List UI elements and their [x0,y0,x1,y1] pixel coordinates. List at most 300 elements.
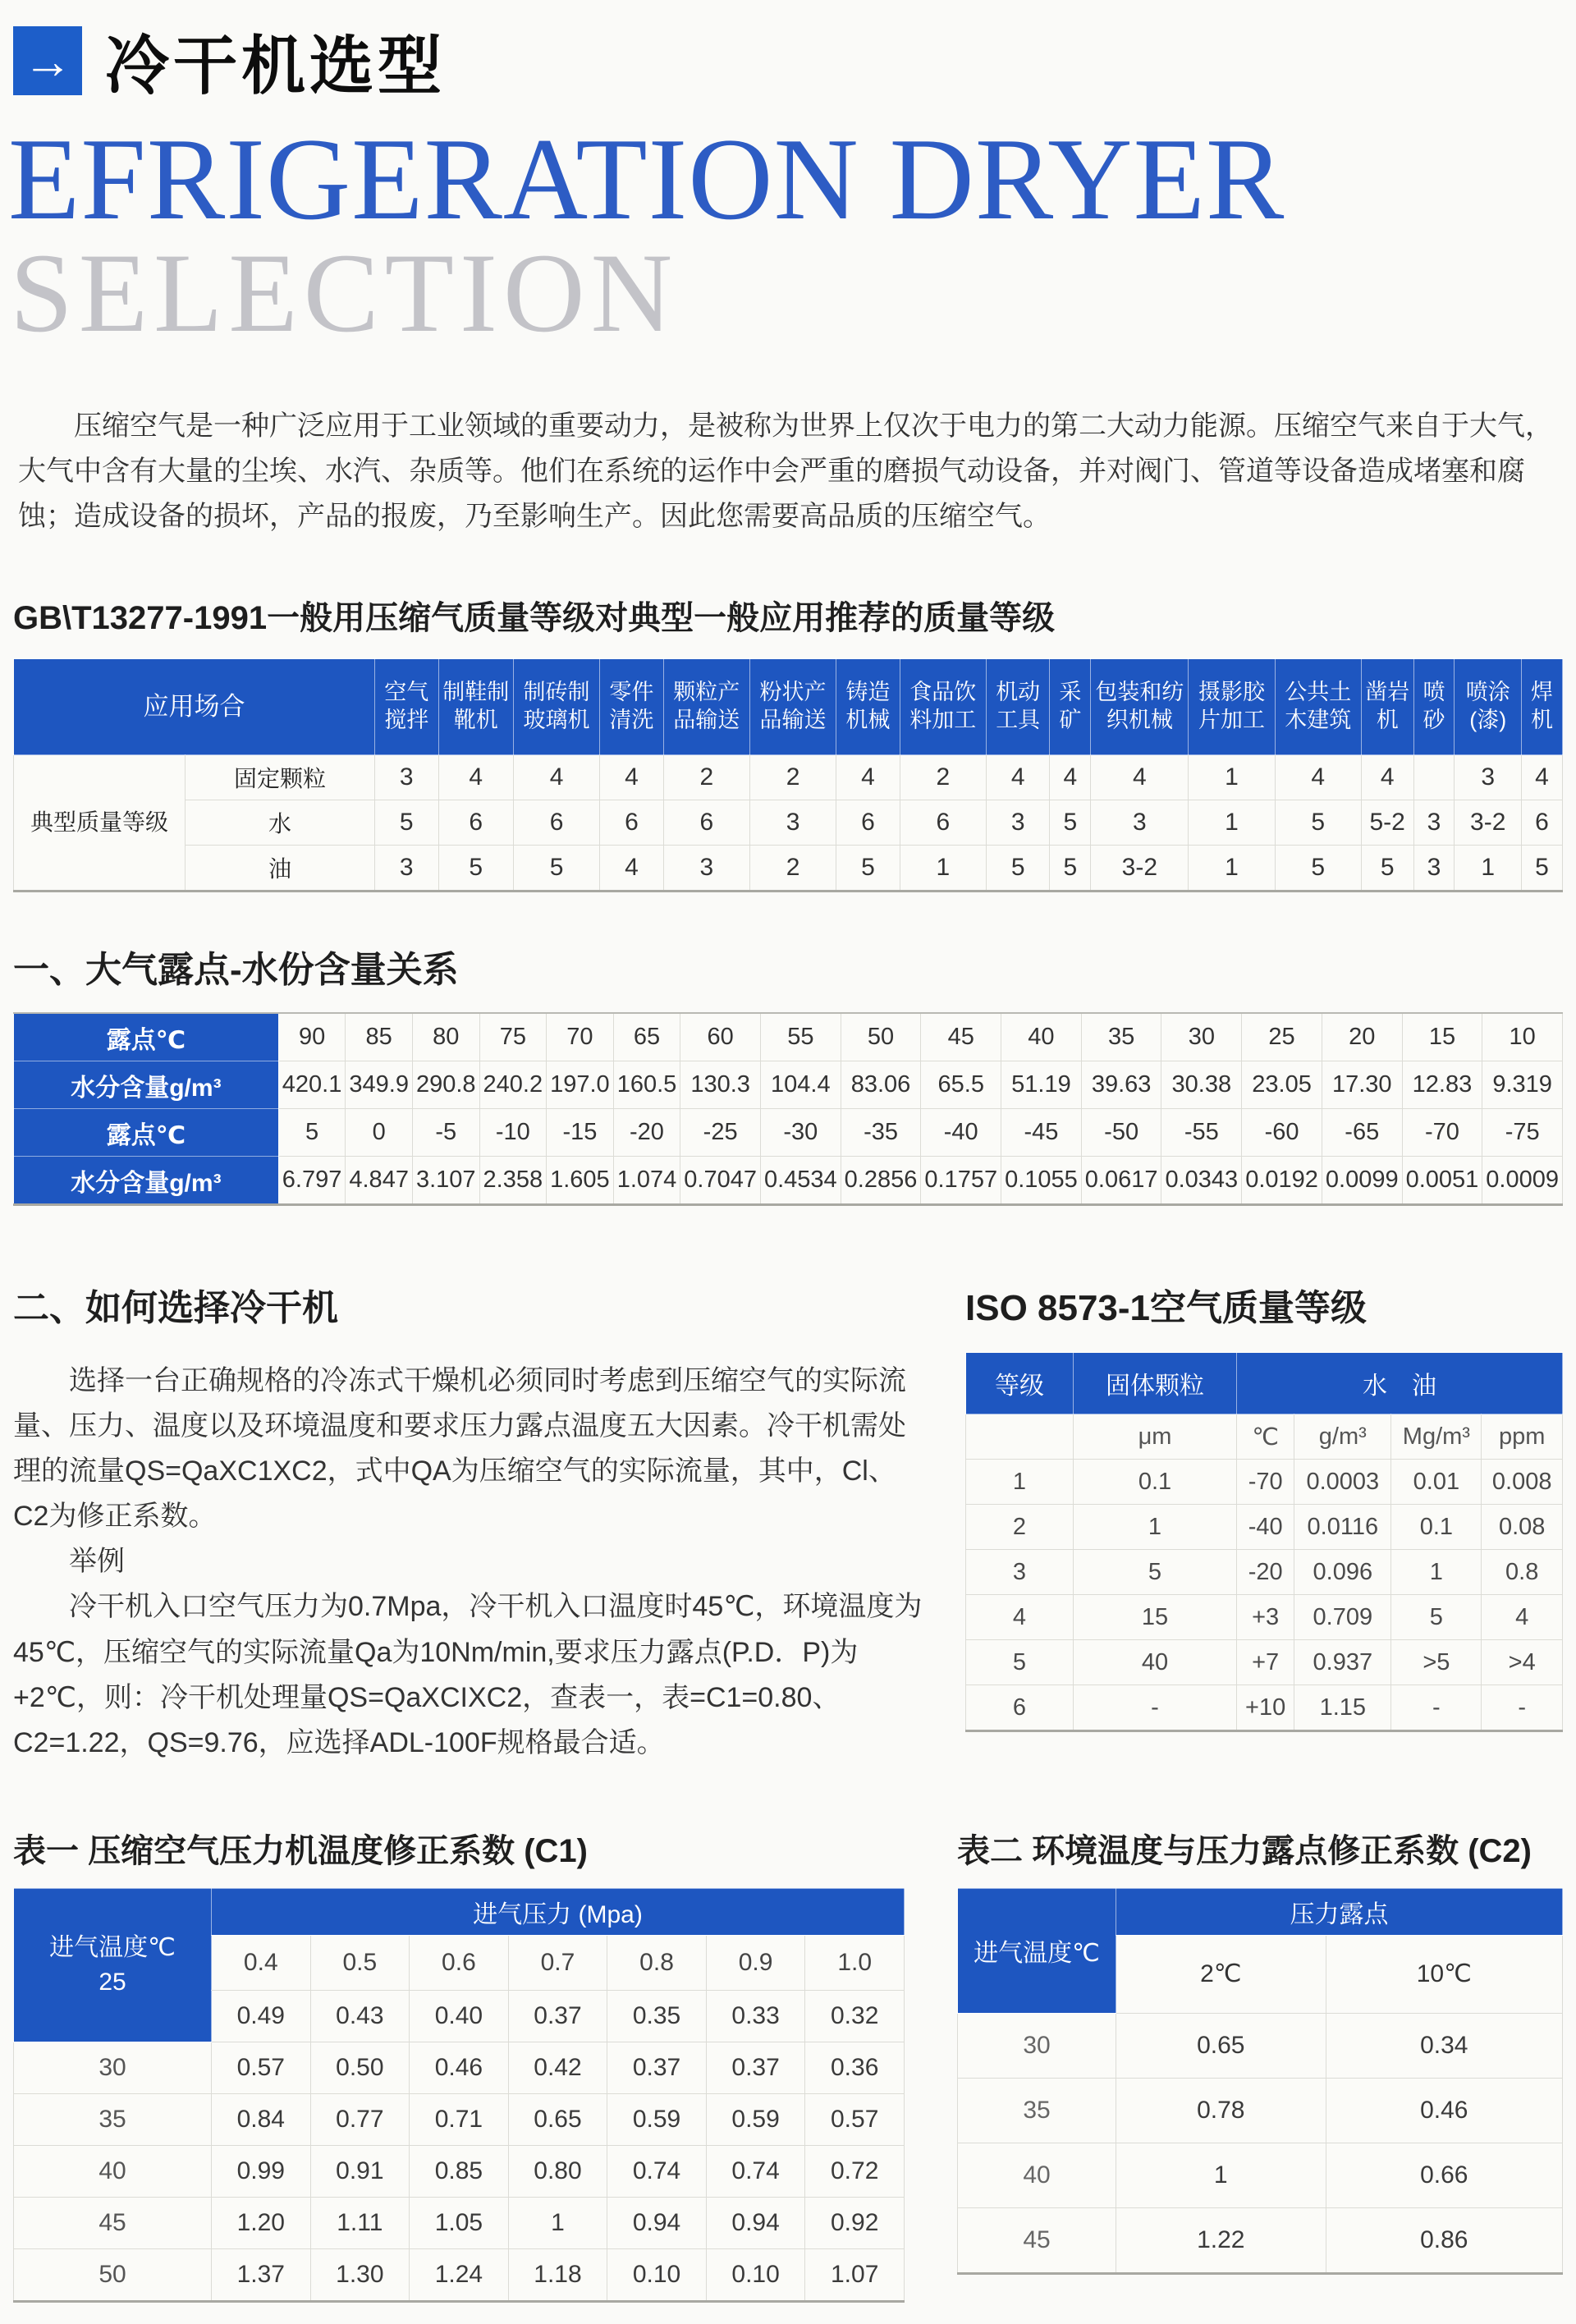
iso-value-cell: 1.15 [1294,1685,1391,1731]
gb-grade-cell: 6 [900,800,986,846]
dew-value-cell: 0.0343 [1161,1157,1242,1205]
dew-value-cell: 0.1757 [921,1157,1001,1205]
iso-value-cell: 40 [1074,1640,1237,1685]
gb-column-header: 空气搅拌 [375,659,439,755]
gb-grade-cell: 3 [663,846,749,892]
gb-column-header: 颗粒产品输送 [663,659,749,755]
gb-grade-cell: 1 [1455,846,1522,892]
dew-value-cell: -70 [1402,1109,1482,1157]
dew-value-cell: 20 [1322,1013,1402,1061]
dew-value-cell: 65.5 [921,1061,1001,1109]
title-english-line2: SELECTION [10,229,679,355]
iso-value-cell: 0.096 [1294,1550,1391,1595]
c2-corner-header: 进气温度℃ [958,1888,1116,2013]
c1-value-cell: 0.77 [310,2093,410,2145]
gb-column-header: 制砖制玻璃机 [513,659,599,755]
gb-grade-cell: 4 [836,755,900,800]
c1-value-cell: 0.91 [310,2145,410,2197]
c1-correction-table [13,1888,905,2303]
iso-grade-cell: 1 [966,1460,1074,1505]
dew-value-cell: -60 [1242,1109,1322,1157]
gb-grade-cell: 6 [438,800,513,846]
dew-value-cell: 3.107 [412,1157,479,1205]
iso-value-cell: >5 [1391,1640,1482,1685]
iso-value-cell: -70 [1237,1460,1294,1505]
c1-value-cell: 0.57 [212,2042,311,2093]
gb-grade-cell: 4 [600,846,664,892]
iso-table-row [966,1595,1563,1640]
c1-value-cell: 1.24 [410,2248,509,2301]
dew-row-label: 水分含量g/m³ [14,1157,279,1205]
iso-value-cell: -20 [1237,1550,1294,1595]
c1-corner-label: 进气温度℃ [49,1933,176,1961]
gb-grade-cell: 3 [749,800,836,846]
c2-correction-table [957,1888,1563,2275]
iso-table-row [966,1550,1563,1595]
gb-grade-cell: 6 [663,800,749,846]
gb-grade-cell: 4 [1091,755,1189,800]
iso-units-row [966,1414,1563,1460]
dew-value-cell: -20 [613,1109,680,1157]
gb-grade-cell: 3 [1091,800,1189,846]
dew-value-cell: 15 [1402,1013,1482,1061]
iso-value-cell: 1 [1391,1550,1482,1595]
gb-grade-cell: 4 [438,755,513,800]
c1-value-cell: 1.18 [508,2248,607,2301]
gb-table-row [14,846,1563,892]
iso-value-cell: 5 [1391,1595,1482,1640]
iso-value-cell: 0.0116 [1294,1505,1391,1550]
c2-table-row [958,2143,1563,2207]
c1-value-cell: 0.94 [706,2197,805,2248]
gb-grade-cell: 5 [513,846,599,892]
dew-value-cell: -35 [841,1109,921,1157]
dew-value-cell: 0 [346,1109,413,1157]
c1-value-cell: 1 [508,2197,607,2248]
selection-text-column [13,1278,923,1766]
c1-table-row [14,2042,905,2093]
dew-value-cell: 40 [1001,1013,1082,1061]
c1-table-row [14,2093,905,2145]
c2-dewpoint-header: 压力露点 [1116,1888,1563,1935]
gb-column-header: 凿岩机 [1361,659,1413,755]
dew-value-cell: 0.0099 [1322,1157,1402,1205]
dew-table-row [14,1157,1563,1205]
dew-value-cell: 65 [613,1013,680,1061]
c1-value-cell: 0.46 [410,2042,509,2093]
c1-value-cell: 0.10 [706,2248,805,2301]
c2-temp-label: 45 [958,2207,1116,2273]
iso-value-cell: 5 [1074,1550,1237,1595]
dew-value-cell: 197.0 [547,1061,614,1109]
bottom-section [13,1825,1563,2303]
gb-column-header: 摄影胶片加工 [1189,659,1275,755]
gb-table-row [14,800,1563,846]
c1-temp-label: 35 [14,2093,212,2145]
iso-table-row [966,1685,1563,1731]
dew-value-cell: 160.5 [613,1061,680,1109]
dew-value-cell: 12.83 [1402,1061,1482,1109]
dew-value-cell: 85 [346,1013,413,1061]
c1-value-cell: 0.71 [410,2093,509,2145]
gb-grade-cell: 6 [513,800,599,846]
gb-column-header: 铸造机械 [836,659,900,755]
c1-column [13,1825,905,2303]
iso-unit-empty [966,1414,1074,1460]
gb-grade-cell [1413,755,1455,800]
gb-row-group-label: 典型质量等级 [14,755,186,892]
c2-table-heading: 表二 环境温度与压力露点修正系数 (C2) [957,1832,1532,1869]
gb-grade-cell: 5 [836,846,900,892]
gb-grade-cell: 5 [1361,846,1413,892]
dew-value-cell: 4.847 [346,1157,413,1205]
gb-grade-cell: 5 [438,846,513,892]
gb-grade-cell: 4 [1361,755,1413,800]
dew-value-cell: 2.358 [479,1157,547,1205]
dew-value-cell: 51.19 [1001,1061,1082,1109]
dew-table-row [14,1109,1563,1157]
iso-column [965,1278,1563,1732]
iso-value-cell: - [1074,1685,1237,1731]
iso-value-cell: 0.709 [1294,1595,1391,1640]
c1-pressure-cell: 0.5 [310,1935,410,1990]
dew-row-label: 露点℃ [14,1013,279,1061]
gb-grade-cell: 3 [1455,755,1522,800]
iso-grade-cell: 6 [966,1685,1074,1731]
dew-value-cell: 0.7047 [680,1157,761,1205]
c1-value-cell: 0.74 [706,2145,805,2197]
c1-value-cell: 0.92 [805,2197,905,2248]
dew-value-cell: 0.2856 [841,1157,921,1205]
c1-value-cell: 0.84 [212,2093,311,2145]
iso-grade-cell: 3 [966,1550,1074,1595]
gb-grade-cell: 6 [836,800,900,846]
dew-value-cell: 5 [278,1109,346,1157]
c2-value-cell: 1.22 [1116,2207,1326,2273]
gb-grade-cell: 5 [1522,846,1563,892]
gb-row-label: 水 [186,800,375,846]
gb-grade-cell: 3-2 [1455,800,1522,846]
iso-value-cell: 0.01 [1391,1460,1482,1505]
dew-value-cell: 55 [760,1013,841,1061]
dew-table-row [14,1013,1563,1061]
dew-row-label: 露点℃ [14,1109,279,1157]
iso-grade-header: 等级 [966,1353,1074,1414]
c1-value-cell: 0.85 [410,2145,509,2197]
dew-value-cell: 45 [921,1013,1001,1061]
dew-value-cell: 17.30 [1322,1061,1402,1109]
dew-row-label: 水分含量g/m³ [14,1061,279,1109]
iso-table-row [966,1460,1563,1505]
iso-value-cell: - [1482,1685,1563,1731]
c1-value-cell: 0.50 [310,2042,410,2093]
page-title: 冷干机选型 [105,30,447,102]
iso-value-cell: 0.1 [1074,1460,1237,1505]
gb-grade-cell: 6 [600,800,664,846]
c1-pressure-cell: 0.7 [508,1935,607,1990]
dew-value-cell: -55 [1161,1109,1242,1157]
c1-value-cell: 0.37 [607,2042,707,2093]
gb-grade-cell: 5-2 [1361,800,1413,846]
arrow-icon: → [13,26,82,95]
iso-unit-cell: ℃ [1237,1414,1294,1460]
c2-value-cell: 0.65 [1116,2013,1326,2078]
gb-grade-cell: 3 [986,800,1050,846]
gb-grade-cell: 4 [1050,755,1091,800]
c1-pressure-header: 进气压力 (Mpa) [212,1888,905,1935]
c1-value-cell: 1.07 [805,2248,905,2301]
dew-value-cell: 130.3 [680,1061,761,1109]
selection-paragraph-1: 选择一台正确规格的冷冻式干燥机必须同时考虑到压缩空气的实际流量、压力、温度以及环境温度和要求压力露点温度五大因素。冷干机需处理的流量QS=QaXC1XC2，式中QA为压缩空气的实际流量，其中，Cl、C2为修正系数。 [13,1365,906,1533]
c1-pressure-cell: 0.4 [212,1935,311,1990]
gb-column-header: 制鞋制靴机 [438,659,513,755]
iso-table-heading: ISO 8573-1空气质量等级 [965,1288,1368,1329]
dew-table-row [14,1061,1563,1109]
iso-grade-cell: 5 [966,1640,1074,1685]
dew-value-cell: 23.05 [1242,1061,1322,1109]
dew-value-cell: 0.1055 [1001,1157,1082,1205]
intro-paragraph: 压缩空气是一种广泛应用于工业领域的重要动力，是被称为世界上仅次于电力的第二大动力能源。压缩空气来自于大气，大气中含有大量的尘埃、水汽、杂质等。他们在系统的运作中会严重的磨损气动设备，并对阀门、管道等设备造成堵塞和腐蚀；造成设备的损坏，产品的报废，乃至影响生产。因此您需要高品质的压缩空气。 [18,410,1553,533]
gb-grade-cell: 3 [375,755,439,800]
gb-grade-cell: 5 [375,800,439,846]
iso-unit-cell: ppm [1482,1414,1563,1460]
iso-table-row [966,1640,1563,1685]
c1-value-cell: 0.65 [508,2093,607,2145]
gb-grade-cell: 5 [1050,800,1091,846]
c2-table-row [958,2078,1563,2143]
dew-value-cell: 90 [278,1013,346,1061]
c1-value-cell: 1.05 [410,2197,509,2248]
dew-value-cell: -15 [547,1109,614,1157]
gb-column-header: 机动工具 [986,659,1050,755]
c1-temp-label: 45 [14,2197,212,2248]
c1-value-cell: 0.37 [508,1990,607,2042]
c1-table-row [14,2248,905,2301]
dew-value-cell: 75 [479,1013,547,1061]
middle-section [13,1278,1563,1766]
gb-grade-cell: 2 [749,846,836,892]
dew-value-cell: 290.8 [412,1061,479,1109]
c1-value-cell: 0.42 [508,2042,607,2093]
iso-air-quality-table [965,1352,1563,1732]
c2-dewpoint-cell: 2℃ [1116,1935,1326,2013]
c1-temp-label: 40 [14,2145,212,2197]
c1-temp-label: 50 [14,2248,212,2301]
gb-grade-cell: 1 [1189,755,1275,800]
dew-value-cell: 0.4534 [760,1157,841,1205]
c1-value-cell: 0.32 [805,1990,905,2042]
iso-solid-header: 固体颗粒 [1074,1353,1237,1414]
c1-value-cell: 0.72 [805,2145,905,2197]
title-english-line1: EFRIGERATION DRYER [8,114,1285,244]
dew-value-cell: 349.9 [346,1061,413,1109]
c1-value-cell: 0.80 [508,2145,607,2197]
gb-grade-cell: 5 [1275,846,1361,892]
iso-value-cell: 15 [1074,1595,1237,1640]
c2-value-cell: 0.66 [1326,2143,1562,2207]
gb-column-header: 采矿 [1050,659,1091,755]
gb-grade-cell: 2 [749,755,836,800]
dew-value-cell: 420.1 [278,1061,346,1109]
dew-value-cell: 0.0617 [1081,1157,1161,1205]
gb-column-header: 喷砂 [1413,659,1455,755]
dew-value-cell: 1.074 [613,1157,680,1205]
gb-column-header: 喷涂(漆) [1455,659,1522,755]
c1-table-row [14,2145,905,2197]
iso-value-cell: +10 [1237,1685,1294,1731]
c1-table-heading: 表一 压缩空气压力机温度修正系数 (C1) [13,1832,588,1869]
iso-value-cell: 0.937 [1294,1640,1391,1685]
c1-value-cell: 0.37 [706,2042,805,2093]
dew-value-cell: -30 [760,1109,841,1157]
iso-unit-cell: g/m³ [1294,1414,1391,1460]
dew-value-cell: 80 [412,1013,479,1061]
gb-grade-cell: 4 [1522,755,1563,800]
gb-grade-cell: 1 [1189,800,1275,846]
c2-value-cell: 1 [1116,2143,1326,2207]
c1-value-cell: 0.59 [706,2093,805,2145]
page-header [13,15,1563,107]
gb-row-label: 油 [186,846,375,892]
c1-pressure-cell: 1.0 [805,1935,905,1990]
c1-value-cell: 0.36 [805,2042,905,2093]
iso-table-row [966,1505,1563,1550]
gb-grade-cell: 4 [1275,755,1361,800]
gb-grade-cell: 3 [1413,800,1455,846]
gb-grade-cell: 5 [1050,846,1091,892]
gb-grade-cell: 3 [375,846,439,892]
iso-value-cell: 0.8 [1482,1550,1563,1595]
gb-grade-cell: 5 [986,846,1050,892]
c1-value-cell: 0.33 [706,1990,805,2042]
iso-grade-cell: 2 [966,1505,1074,1550]
iso-value-cell: 0.1 [1391,1505,1482,1550]
dew-value-cell: 10 [1482,1013,1563,1061]
dew-value-cell: 104.4 [760,1061,841,1109]
gb-column-header: 零件清洗 [600,659,664,755]
gb-column-header: 食品饮料加工 [900,659,986,755]
selection-paragraph-3: 冷干机入口空气压力为0.7Mpa，冷干机入口温度时45℃，环境温度为45℃，压缩空气的实际流量Qa为10Nm/min,要求压力露点(P.D．P)为+2℃，则：冷干机处理量QS=QaXCIXC2，查表一，表=C1=0.80、C2=1.22，QS=9.76，应选择ADL-100F规格最合适。 [13,1591,923,1758]
gb-column-header: 公共土木建筑 [1275,659,1361,755]
dew-value-cell: -5 [412,1109,479,1157]
gb-row-label: 固定颗粒 [186,755,375,800]
dew-value-cell: 83.06 [841,1061,921,1109]
c1-corner-value: 25 [98,1968,126,1996]
gb-grade-cell: 4 [986,755,1050,800]
c2-table-row [958,2207,1563,2273]
iso-value-cell: - [1391,1685,1482,1731]
dew-value-cell: 25 [1242,1013,1322,1061]
c1-value-cell: 0.57 [805,2093,905,2145]
iso-value-cell: 4 [1482,1595,1563,1640]
dew-value-cell: 0.0192 [1242,1157,1322,1205]
c2-temp-label: 35 [958,2078,1116,2143]
gb-grade-cell: 3 [1413,846,1455,892]
dew-value-cell: 6.797 [278,1157,346,1205]
gb-grade-cell: 6 [1522,800,1563,846]
dew-value-cell: 30 [1161,1013,1242,1061]
dew-value-cell: 0.0009 [1482,1157,1563,1205]
iso-unit-cell: Mg/m³ [1391,1414,1482,1460]
dew-value-cell: 0.0051 [1402,1157,1482,1205]
gb-corner-header: 应用场合 [14,659,375,755]
dew-value-cell: 240.2 [479,1061,547,1109]
c2-temp-label: 30 [958,2013,1116,2078]
c1-value-cell: 0.43 [310,1990,410,2042]
section2-heading: 二、如何选择冷干机 [13,1288,338,1329]
dew-value-cell: 9.319 [1482,1061,1563,1109]
dew-value-cell: -65 [1322,1109,1402,1157]
c1-value-cell: 0.59 [607,2093,707,2145]
gb-column-header: 焊机 [1522,659,1563,755]
gb-grade-cell: 1 [1189,846,1275,892]
c1-pressure-cell: 0.9 [706,1935,805,1990]
c1-value-cell: 1.30 [310,2248,410,2301]
dew-value-cell: -75 [1482,1109,1563,1157]
iso-value-cell: +3 [1237,1595,1294,1640]
c1-value-cell: 0.35 [607,1990,707,2042]
dew-value-cell: 39.63 [1081,1061,1161,1109]
c1-table-row [14,2197,905,2248]
c1-corner-header [14,1888,212,2042]
c2-value-cell: 0.46 [1326,2078,1562,2143]
iso-value-cell: 0.008 [1482,1460,1563,1505]
dew-value-cell: -40 [921,1109,1001,1157]
iso-value-cell: >4 [1482,1640,1563,1685]
gb-grade-cell: 5 [1275,800,1361,846]
gb-quality-table [13,658,1563,892]
dew-value-cell: 60 [680,1013,761,1061]
dew-value-cell: 35 [1081,1013,1161,1061]
c1-temp-label: 30 [14,2042,212,2093]
c1-value-cell: 0.94 [607,2197,707,2248]
c1-value-cell: 0.10 [607,2248,707,2301]
c1-value-cell: 1.37 [212,2248,311,2301]
dew-value-cell: -25 [680,1109,761,1157]
iso-value-cell: 1 [1074,1505,1237,1550]
dew-value-cell: 30.38 [1161,1061,1242,1109]
c1-value-cell: 1.11 [310,2197,410,2248]
gb-grade-cell: 2 [900,755,986,800]
c2-value-cell: 0.78 [1116,2078,1326,2143]
c1-value-cell: 0.74 [607,2145,707,2197]
c2-table-row [958,2013,1563,2078]
c2-column [957,1825,1563,2275]
gb-column-header: 包装和纺织机械 [1091,659,1189,755]
gb-table-heading: GB\T13277-1991一般用压缩气质量等级对典型一般应用推荐的质量等级 [13,600,1056,637]
c1-value-cell: 0.49 [212,1990,311,2042]
gb-grade-cell: 1 [900,846,986,892]
c1-value-cell: 1.20 [212,2197,311,2248]
iso-grade-cell: 4 [966,1595,1074,1640]
c1-pressure-cell: 0.8 [607,1935,707,1990]
dew-value-cell: -45 [1001,1109,1082,1157]
c2-value-cell: 0.86 [1326,2207,1562,2273]
selection-paragraph-2: 举例 [69,1546,125,1578]
section1-heading: 一、大气露点-水份含量关系 [13,950,459,991]
gb-grade-cell: 3-2 [1091,846,1189,892]
dew-value-cell: -10 [479,1109,547,1157]
c2-dewpoint-cell: 10℃ [1326,1935,1562,2013]
gb-column-header: 粉状产品输送 [749,659,836,755]
iso-value-cell: -40 [1237,1505,1294,1550]
c1-pressure-cell: 0.6 [410,1935,509,1990]
iso-value-cell: 0.0003 [1294,1460,1391,1505]
dew-value-cell: -50 [1081,1109,1161,1157]
iso-value-cell: 0.08 [1482,1505,1563,1550]
gb-grade-cell: 4 [600,755,664,800]
dew-value-cell: 50 [841,1013,921,1061]
